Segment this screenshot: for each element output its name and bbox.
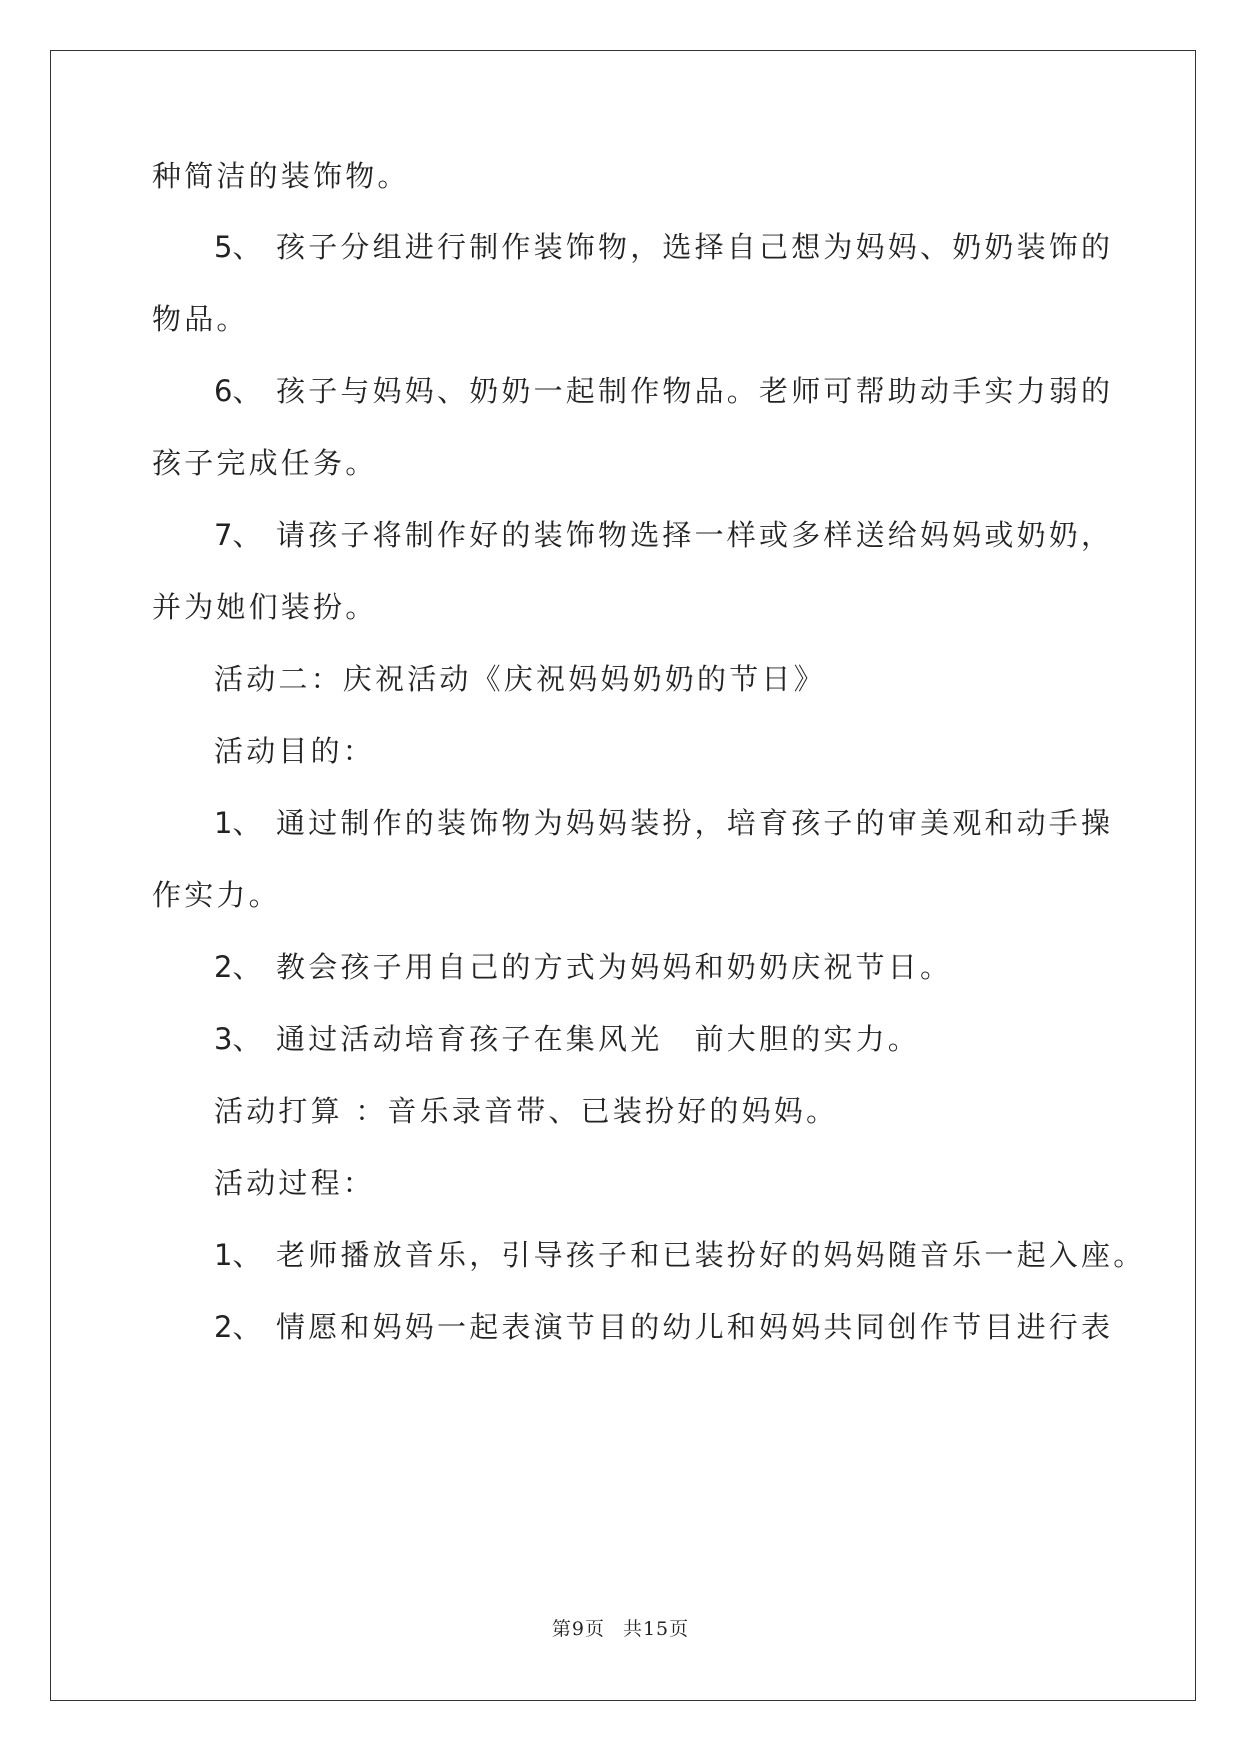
list-item (214, 1309, 1113, 1345)
subheading (214, 1093, 838, 1129)
item-number: 3、 (214, 1022, 262, 1056)
subheading (214, 733, 375, 769)
page-border (50, 50, 1196, 1701)
item-number: 1、 (214, 806, 262, 840)
text-line (152, 877, 281, 913)
subheading (214, 1165, 375, 1201)
list-item (214, 373, 1113, 409)
item-number: 2、 (214, 1310, 262, 1344)
list-item (214, 1021, 920, 1057)
item-number: 1、 (214, 1238, 262, 1272)
text-line (152, 445, 377, 481)
line-text: 活动目的： (214, 734, 376, 768)
item-number: 2、 (214, 950, 262, 984)
list-item (214, 229, 1113, 265)
list-item (214, 1237, 1145, 1273)
line-text: 老师播放音乐，引导孩子和已装扮好的妈妈随音乐一起入座。 (276, 1238, 1146, 1272)
text-line (152, 301, 249, 337)
line-text: 孩子与妈妈、奶奶一起制作物品。老师可帮助动手实力弱的 (276, 374, 1114, 408)
text-line (152, 589, 377, 625)
page-total: 共15页 (622, 1618, 690, 1640)
line-text: 孩子分组进行制作装饰物，选择自己想为妈妈、奶奶装饰的 (276, 230, 1114, 264)
list-item (214, 949, 952, 985)
line-text: 通过制作的装饰物为妈妈装扮，培育孩子的审美观和动手操 (276, 806, 1114, 840)
line-text: 教会孩子用自己的方式为妈妈和奶奶庆祝节日。 (276, 950, 953, 984)
line-text: 情愿和妈妈一起表演节目的幼儿和妈妈共同创作节目进行表 (276, 1310, 1114, 1344)
item-number: 7、 (214, 518, 262, 552)
text-line (152, 158, 410, 194)
line-text: 请孩子将制作好的装饰物选择一样或多样送给妈妈或奶奶， (276, 518, 1114, 552)
line-text: 并为她们装扮。 (152, 590, 378, 624)
line-text: 活动二：庆祝活动《庆祝妈妈奶奶的节日》 (214, 662, 826, 696)
list-item (214, 517, 1113, 553)
item-number: 6、 (214, 374, 262, 408)
line-text: 种简洁的装饰物。 (152, 159, 410, 193)
item-number: 5、 (214, 230, 262, 264)
line-text: 物品。 (152, 302, 249, 336)
line-text: 活动打算 ：音乐录音带、已装扮好的妈妈。 (214, 1094, 839, 1128)
line-text: 孩子完成任务。 (152, 446, 378, 480)
page-footer (0, 1614, 1241, 1641)
page-number: 第9页 (551, 1618, 605, 1640)
line-text: 作实力。 (152, 878, 281, 912)
section-heading (214, 661, 826, 697)
list-item (214, 805, 1113, 841)
line-text: 活动过程： (214, 1166, 376, 1200)
line-text: 通过活动培育孩子在集风光 前大胆的实力。 (276, 1022, 921, 1056)
